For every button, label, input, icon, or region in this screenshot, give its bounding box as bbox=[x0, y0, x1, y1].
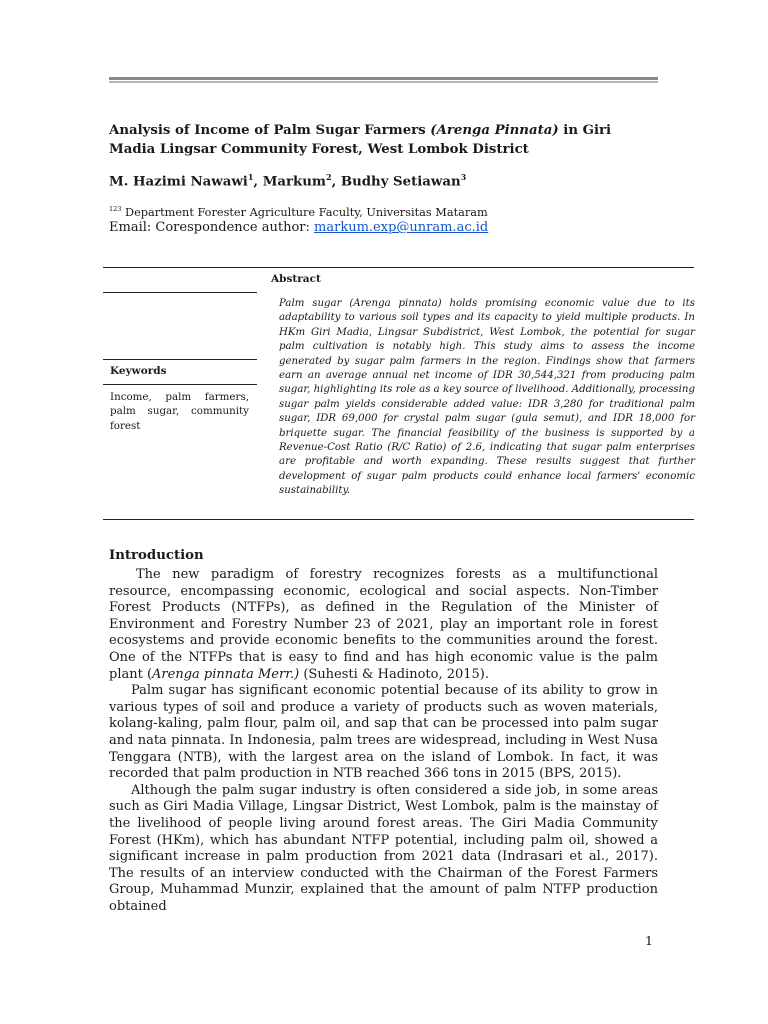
page-number: 1 bbox=[645, 933, 653, 948]
author-affil-sup: 3 bbox=[460, 172, 467, 182]
citation: (Suhesti & Hadinoto, 2015). bbox=[299, 666, 490, 682]
affiliation-sup: 123 bbox=[109, 205, 122, 213]
introduction-heading: Introduction bbox=[109, 548, 204, 563]
intro-paragraph-2 bbox=[109, 683, 658, 783]
affiliation bbox=[109, 205, 488, 219]
author-name: Budhy Setiawan bbox=[340, 174, 461, 190]
author-affil-sup: 2 bbox=[325, 172, 332, 182]
author-list bbox=[109, 172, 658, 189]
author-separator: , bbox=[331, 174, 341, 190]
paragraph-text: The new paradigm of forestry recognizes forests as a multifunctional resource, encompassing economic, ecological and social aspects. Non-Timber Forest Products (NTFPs), as defined in the Regulation of the Minister of Environment and Forestry Number 23 of 2021, play an important role in forest ecosystems and provide economic benefits to the communities around the forest. One of the NTFPs that is easy to find and has high economic value is the palm plant ( bbox=[109, 567, 658, 682]
abstract-top-rule bbox=[103, 267, 694, 268]
email-line bbox=[109, 220, 488, 235]
header-rule-thick bbox=[109, 77, 658, 80]
abstract-bottom-rule bbox=[103, 519, 694, 520]
species-name: Arenga pinnata Merr.) bbox=[152, 666, 300, 682]
title-part-2: in Giri Madia Lingsar Community Forest, West Lombok District bbox=[109, 123, 612, 157]
author-separator: , bbox=[253, 174, 263, 190]
paragraph-text: Palm sugar has significant economic potential because of its ability to grow in various types of soil and produce a variety of products such as woven materials, kolang-kaling, palm flour, palm oil, and sap that can be processed into palm sugar and nata pinnata. In Indonesia, palm trees are widespread, including in West Nusa Tenggara (NTB), with the largest area on the island of Lombok. In fact, it was recorded that palm production in NTB reached 366 tons in 2015 bbox=[109, 683, 658, 782]
author-affil-sup: 1 bbox=[247, 172, 254, 182]
title-species: (Arenga Pinnata) bbox=[430, 123, 559, 138]
paragraph-text: The results of an interview conducted with the Chairman of the Forest Farmers Group, Muhammad Munzir, explained that the amount of palm NTFP production obtained bbox=[109, 865, 658, 914]
keywords-text: Income, palm farmers, palm sugar, community forest bbox=[110, 391, 249, 432]
abstract-heading: Abstract bbox=[271, 273, 321, 285]
citation: (BPS, 2015). bbox=[539, 766, 622, 782]
paragraph-text: Although the palm sugar industry is often considered a side job, in some areas such as Giri Madia Village, Lingsar District, West Lombok, palm is the mainstay of the livelihood of people living around forest areas. The Giri Madia Community Forest (HKm), which has abundant NTFP potential, including palm oil, showed a significant increase in palm production from 2021 data bbox=[109, 782, 658, 865]
intro-paragraph-1 bbox=[109, 567, 658, 683]
abstract-text: Palm sugar (Arenga pinnata) holds promising economic value due to its adaptability to various soil types and its capacity to yield multiple products. In HKm Giri Madia, Lingsar Subdistrict, West Lombok, the potential for sugar palm cultivation is notably high. This study aims to assess the income generated by sugar palm farmers in the region. Findings show that farmers earn an average annual net income of IDR 30,544,321 from producing palm sugar, highlighting its role as a key source of livelihood. Additionally, processing sugar palm yields considerable added value: IDR 3,280 for traditional palm sugar, IDR 69,000 for crystal palm sugar (gula semut), and IDR 18,000 for briquette sugar. The financial feasibility of the business is supported by a Revenue-Cost Ratio (R/C Ratio) of 2.6, indicating that sugar palm enterprises are profitable and worth expanding. These results suggest that further development of sugar palm products could enhance local farmers' economic sustainability. bbox=[279, 298, 695, 497]
email-link[interactable]: markum.exp@unram.ac.id bbox=[314, 220, 489, 235]
header-rule-thin bbox=[109, 81, 658, 83]
intro-paragraph-3 bbox=[109, 783, 658, 916]
keywords-heading: Keywords bbox=[110, 365, 167, 377]
affiliation-text: Department Forester Agriculture Faculty, Universitas Mataram bbox=[121, 205, 488, 219]
abstract-head-rule bbox=[103, 292, 257, 293]
keywords-head-rule bbox=[103, 359, 257, 360]
keywords-sub-rule bbox=[103, 384, 257, 385]
author-name: Markum bbox=[262, 174, 326, 190]
citation: (Indrasari et al., 2017). bbox=[497, 849, 658, 865]
title-part-1: Analysis of Income of Palm Sugar Farmers bbox=[109, 123, 431, 138]
paper-title bbox=[109, 121, 658, 159]
introduction-body bbox=[109, 567, 658, 915]
author-name: M. Hazimi Nawawi bbox=[109, 174, 248, 190]
email-label: Email: Corespondence author: bbox=[109, 220, 315, 235]
